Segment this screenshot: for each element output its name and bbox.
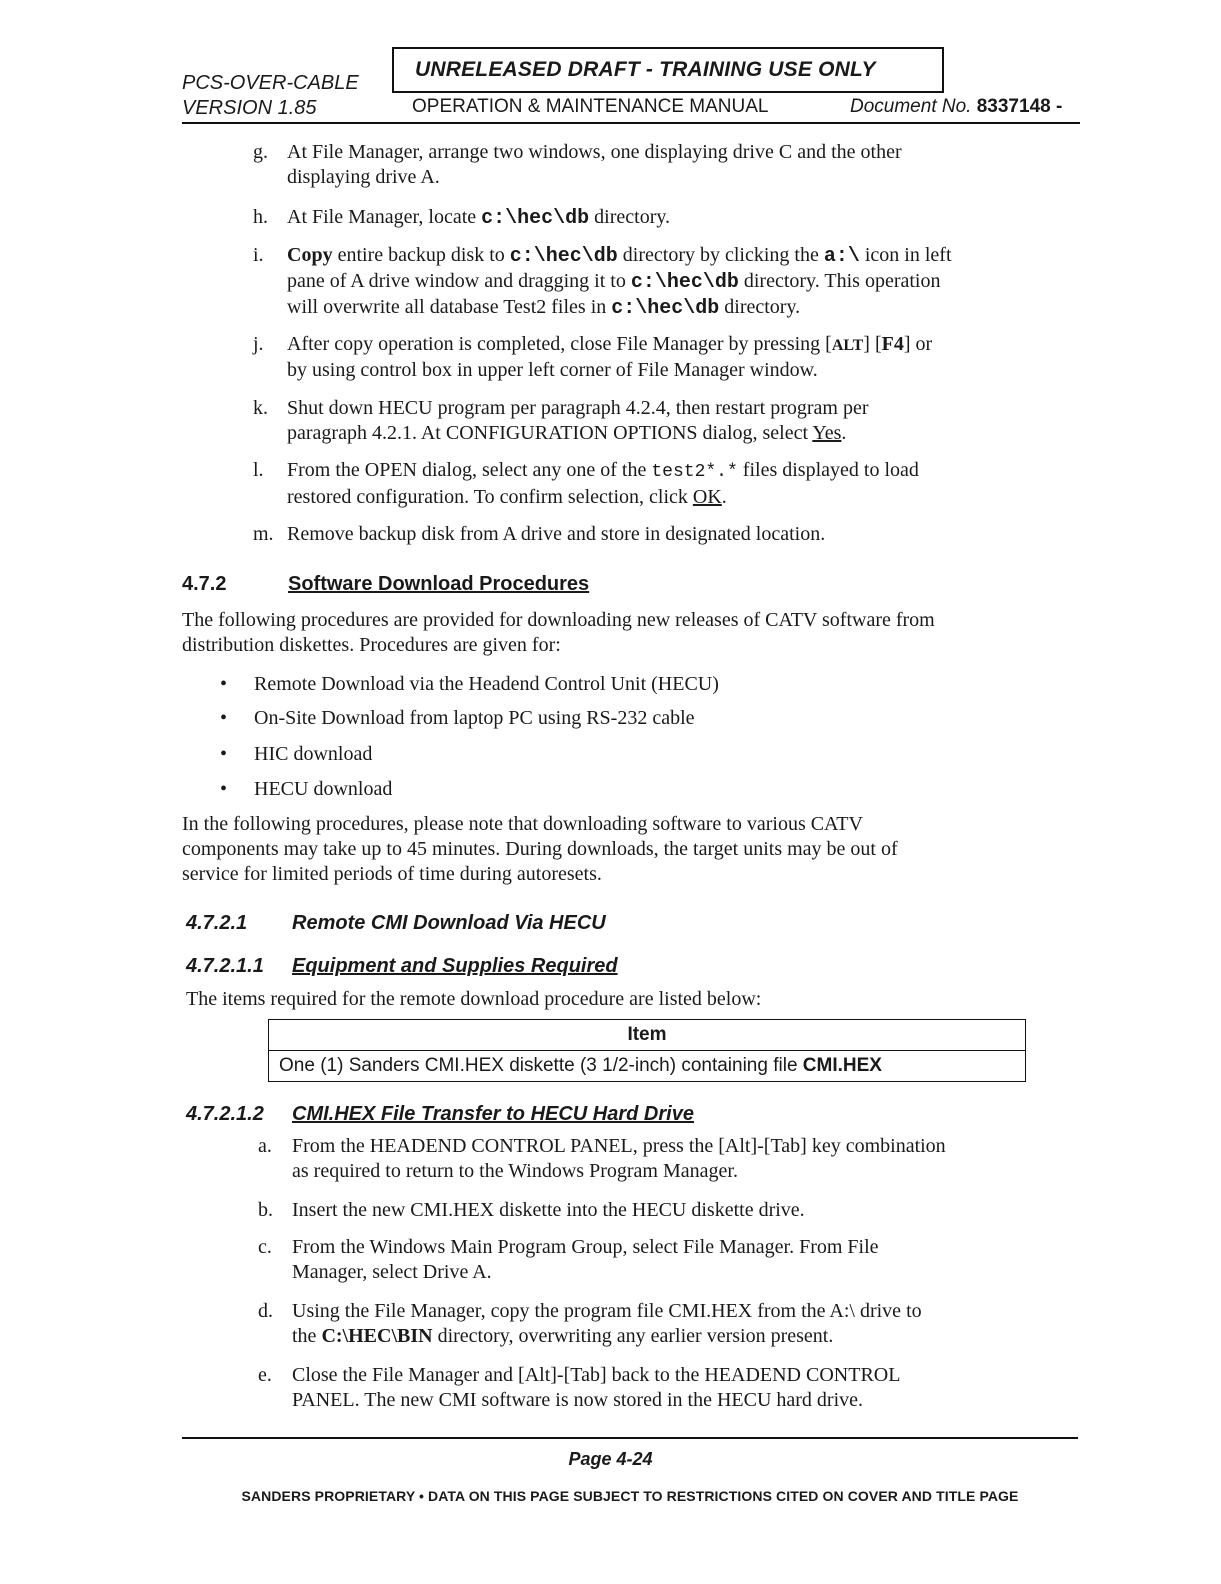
step-letter: c.: [258, 1236, 272, 1258]
path-text: C:\HEC\BIN: [321, 1325, 433, 1347]
key-f4: F4: [881, 333, 904, 355]
bullet-item: • Remote Download via the Headend Control Unit (HECU): [220, 673, 719, 695]
step-g: [253, 140, 1073, 192]
step-letter: b.: [258, 1199, 273, 1221]
section-number: 4.7.2: [182, 573, 227, 595]
manual-title: OPERATION & MAINTENANCE MANUAL: [412, 96, 769, 117]
header-product: PCS-OVER-CABLE: [182, 72, 359, 94]
footer-rule: [182, 1437, 1078, 1439]
equipment-intro: The items required for the remote download procedure are listed below:: [186, 988, 762, 1010]
draft-banner: UNRELEASED DRAFT - TRAINING USE ONLY: [415, 58, 876, 81]
header-version: VERSION 1.85: [182, 97, 317, 119]
document-number-label: Document No.: [850, 96, 972, 117]
step-d: d. Using the File Manager, copy the program file CMI.HEX from the A:\ drive to the C:\HEC\BIN directory, overwriting any earlier version present.: [258, 1300, 922, 1347]
step-k: k. Shut down HECU program per paragraph 4.2.4, then restart program per paragraph 4.2.1. At CONFIGURATION OPTIONS dialog, select Yes.: [253, 397, 869, 444]
section-title: Equipment and Supplies Required: [292, 955, 618, 977]
table-header-row: [269, 1020, 1026, 1051]
step-h: h. At File Manager, locate c:\hec\db directory.: [253, 206, 671, 230]
proprietary-notice: SANDERS PROPRIETARY • DATA ON THIS PAGE SUBJECT TO RESTRICTIONS CITED ON COVER AND TITLE PAGE: [241, 1488, 1019, 1504]
header-rule: [182, 122, 1080, 124]
section-heading-4-7-2-1: [186, 912, 1086, 938]
path-text: c:\hec\db: [611, 297, 720, 320]
option-yes: Yes: [812, 422, 842, 444]
key-alt: ALT: [831, 337, 864, 354]
step-e: e. Close the File Manager and [Alt]-[Tab] back to the HEADEND CONTROL PANEL. The new CMI software is now stored in the HECU hard drive.: [258, 1364, 901, 1411]
step-letter: d.: [258, 1300, 273, 1322]
table-row: [269, 1051, 1026, 1082]
bullet-item: • On-Site Download from laptop PC using RS-232 cable: [220, 707, 695, 729]
section-number: 4.7.2.1.2: [186, 1103, 264, 1125]
step-letter: a.: [258, 1135, 272, 1157]
download-note: In the following procedures, please note that downloading software to various CATV components may take up to 45 minutes. During downloads, the target units may be out of service for limited periods of time during autoresets.: [182, 813, 898, 885]
document-number-value: 8337148 -: [976, 96, 1063, 117]
step-l: l. From the OPEN dialog, select any one of the test2*.* files displayed to load restored configuration. To confirm selection, click OK.: [253, 459, 919, 508]
step-letter: h.: [253, 206, 268, 228]
step-text: At File Manager, arrange two windows, one displaying drive C and the other: [287, 141, 902, 163]
step-letter: m.: [253, 523, 274, 545]
step-letter: l.: [253, 459, 264, 481]
section-number: 4.7.2.1.1: [186, 955, 264, 977]
document-number: [850, 96, 1062, 118]
section-intro: The following procedures are provided for downloading new releases of CATV software from distribution diskettes. Procedures are given for:: [182, 609, 935, 656]
bullet-item: • HIC download: [220, 743, 373, 765]
step-j: j. After copy operation is completed, close File Manager by pressing [ALT] [F4] or by using control box in upper left corner of File Manager window.: [253, 333, 933, 381]
file-pattern: test2*.*: [651, 462, 738, 482]
step-i: i. Copy entire backup disk to c:\hec\db directory by clicking the a:\ icon in left pane of A drive window and dragging it to c:\hec\db directory. This operation will overwrite all database Test2 files in c:\hec\db directory.: [253, 244, 952, 320]
bullet-item: • HECU download: [220, 778, 393, 800]
table-cell: One (1) Sanders CMI.HEX diskette (3 1/2-inch) containing file CMI.HEX: [269, 1051, 1026, 1082]
step-c: c. From the Windows Main Program Group, select File Manager. From File Manager, select Drive A.: [258, 1236, 879, 1283]
section-number: 4.7.2.1: [186, 912, 248, 934]
step-letter: g.: [253, 141, 268, 163]
step-letter: k.: [253, 397, 268, 419]
step-a: a. From the HEADEND CONTROL PANEL, press the [Alt]-[Tab] key combination as required to return to the Windows Program Manager.: [258, 1135, 946, 1182]
section-title: Remote CMI Download Via HECU: [292, 912, 606, 934]
section-heading-4-7-2-1-1: [186, 955, 1086, 981]
section-title: CMI.HEX File Transfer to HECU Hard Drive: [292, 1103, 694, 1125]
equipment-table: [268, 1019, 1026, 1082]
step-m: [253, 522, 1073, 548]
step-b: [258, 1198, 1078, 1224]
table-header-item: Item: [269, 1020, 1026, 1051]
step-letter: i.: [253, 244, 264, 266]
path-text: c:\hec\db: [481, 207, 590, 230]
step-text: Remove backup disk from A drive and store in designated location.: [287, 523, 826, 545]
step-letter: j.: [253, 333, 264, 355]
step-letter: e.: [258, 1364, 272, 1386]
step-text: displaying drive A.: [287, 166, 440, 188]
option-ok: OK: [692, 486, 722, 508]
emphasis-copy: Copy: [287, 244, 333, 266]
section-heading-4-7-2: [182, 573, 1082, 599]
section-title: Software Download Procedures: [288, 573, 590, 595]
path-text: c:\hec\db: [630, 271, 739, 294]
step-text: Insert the new CMI.HEX diskette into the HECU diskette drive.: [292, 1199, 805, 1221]
page-number: Page 4-24: [568, 1449, 653, 1469]
section-heading-4-7-2-1-2: [186, 1103, 1086, 1129]
file-name: CMI.HEX: [802, 1055, 882, 1076]
path-text: a:\: [823, 245, 860, 268]
path-text: c:\hec\db: [509, 245, 618, 268]
